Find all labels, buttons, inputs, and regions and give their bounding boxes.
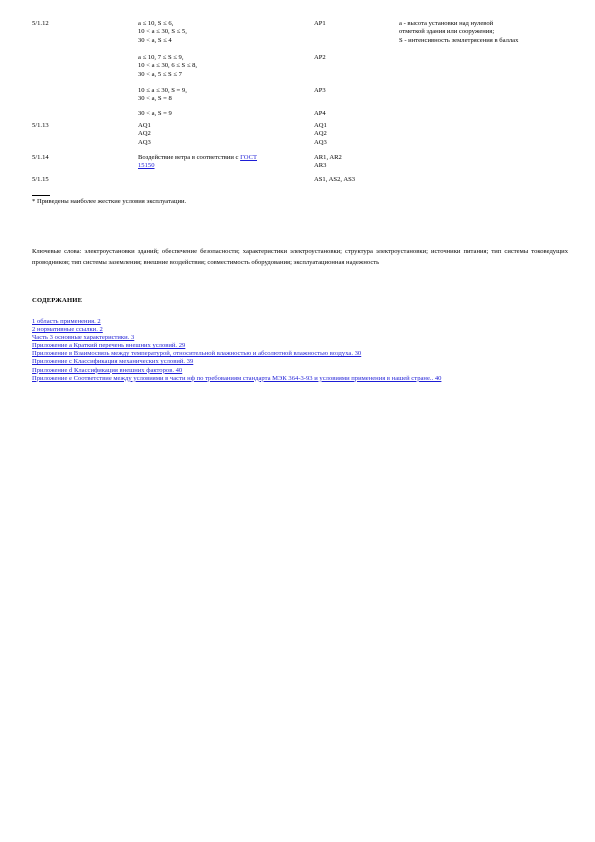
- row-conditions: 30 < a, S = 9: [138, 110, 172, 117]
- row-conditions: a ≤ 10, S ≤ 6, 10 < a ≤ 30, S ≤ 5, 30 < a, S ≤ 4: [138, 20, 187, 44]
- row-class: AP1: [314, 20, 326, 27]
- row-code: 5/1.14: [32, 154, 49, 161]
- gost-link-number[interactable]: 15150: [138, 162, 155, 170]
- toc-title: СОДЕРЖАНИЕ: [32, 297, 83, 304]
- row-conditions: 10 ≤ a ≤ 30, S = 9, 30 < a, S = 8: [138, 87, 187, 103]
- table-of-contents: [32, 318, 572, 383]
- toc-item[interactable]: Приложение d Классификация внешних факторов. 40: [32, 366, 183, 374]
- row-code: 5/1.12: [32, 20, 49, 27]
- row-class: AR1, AR2 AR3: [314, 154, 342, 170]
- footnote-divider: [32, 195, 50, 196]
- keywords-paragraph: Ключевые слова: электроустановки зданий; обеспечение безопасности; характеристики электроустановки; структура электроустановки; источники питания; тип системы токоведущих проводников; тип системы заземления; внешние воздействия; совместимость оборудования; эксплуатационная надежность: [32, 248, 568, 266]
- toc-item[interactable]: Приложение с Классификация механических условий. 39: [32, 358, 194, 366]
- gost-link[interactable]: ГОСТ: [240, 154, 258, 161]
- row-code: 5/1.13: [32, 122, 49, 129]
- toc-item[interactable]: Приложение а Краткий перечень внешних условий. 29: [32, 342, 186, 350]
- row-class: AP2: [314, 54, 326, 61]
- row-code: 5/1.15: [32, 176, 49, 183]
- row-class: AP3: [314, 87, 326, 94]
- row-conditions: a ≤ 10, 7 ≤ S ≤ 9, 10 < a ≤ 30, 6 ≤ S ≤ 8, 30 < a, 5 ≤ S ≤ 7: [138, 54, 198, 78]
- toc-item[interactable]: Часть 3 основные характеристики. 3: [32, 334, 135, 342]
- footnote: * Приведены наиболее жесткие условия эксплуатации.: [32, 198, 187, 205]
- toc-item[interactable]: 1 область применения. 2: [32, 318, 101, 325]
- row-class: AS1, AS2, AS3: [314, 176, 356, 183]
- row-conditions: AQ1 AQ2 AQ3: [138, 122, 151, 146]
- toc-item[interactable]: Приложение в Взаимосвязь между температурой, относительной влажностью и абсолютной влажностью воздуха. 30: [32, 350, 362, 358]
- row-notes: a - высота установки над нулевой отметкой здания или сооружения; S - интенсивность землетрясения в баллах: [399, 20, 519, 44]
- row-class: AP4: [314, 110, 326, 117]
- toc-item[interactable]: 2 нормативные ссылки. 2: [32, 326, 103, 334]
- row-class: AQ1 AQ2 AQ3: [314, 122, 327, 146]
- row-conditions: Воздействие ветра в соответствии с ГОСТ 15150: [138, 154, 308, 171]
- toc-item[interactable]: Приложение е Соответствие между условиями в части нф по требованиям стандарта МЭК 364-3-93 и условиями применения в нашей стране.. 40: [32, 374, 442, 382]
